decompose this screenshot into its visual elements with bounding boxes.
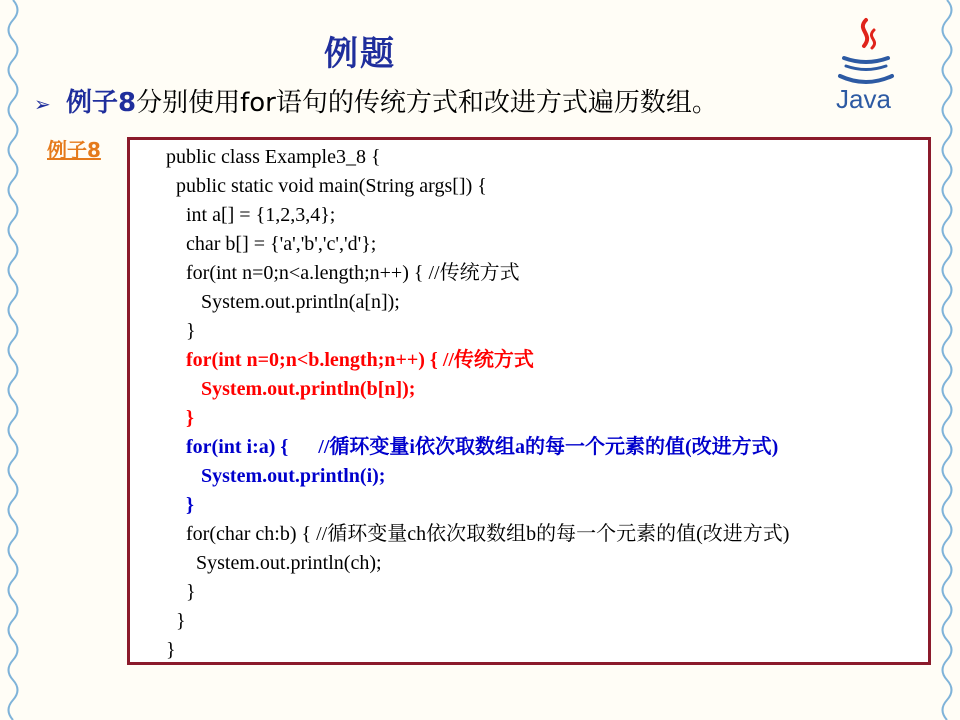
code-line-highlighted: for(int n=0;n<b.length;n++) { //传统方式 — [166, 349, 534, 371]
java-logo-text: Java — [836, 84, 891, 114]
code-line: } — [166, 581, 196, 603]
code-line: System.out.println(a[n]); — [166, 291, 400, 313]
code-line-highlighted: System.out.println(i); — [166, 465, 386, 487]
right-wave-border — [936, 0, 958, 720]
bullet-heading: 例子8 — [66, 88, 137, 118]
code-line: } — [166, 320, 196, 342]
code-line-highlighted: } — [166, 494, 194, 516]
code-line-highlighted: System.out.println(b[n]); — [166, 378, 416, 400]
code-line: for(int n=0;n<a.length;n++) { //传统方式 — [166, 262, 520, 284]
bullet-text: 分别使用for语句的传统方式和改进方式遍历数组。 — [136, 88, 718, 118]
arrow-bullet-icon: ➢ — [34, 92, 51, 116]
code-line-highlighted: } — [166, 407, 194, 429]
code-line: public class Example3_8 { — [166, 146, 381, 168]
left-wave-border — [2, 0, 24, 720]
code-line: int a[] = {1,2,3,4}; — [166, 204, 336, 226]
example-link[interactable]: 例子8 — [47, 138, 101, 162]
code-line: public static void main(String args[]) { — [166, 175, 487, 197]
code-line: char b[] = {'a','b','c','d'}; — [166, 233, 377, 255]
code-line-highlighted: for(int i:a) { //循环变量i依次取数组a的每一个元素的值(改进方式) — [166, 436, 779, 458]
code-listing — [127, 137, 931, 665]
code-line: System.out.println(ch); — [166, 552, 382, 574]
bullet-point — [34, 82, 718, 119]
slide-title: 例题 — [324, 34, 396, 74]
code-line: } — [166, 610, 186, 632]
code-line: for(char ch:b) { //循环变量ch依次取数组b的每一个元素的值(改进方式) — [166, 523, 790, 545]
code-line: } — [166, 639, 176, 661]
